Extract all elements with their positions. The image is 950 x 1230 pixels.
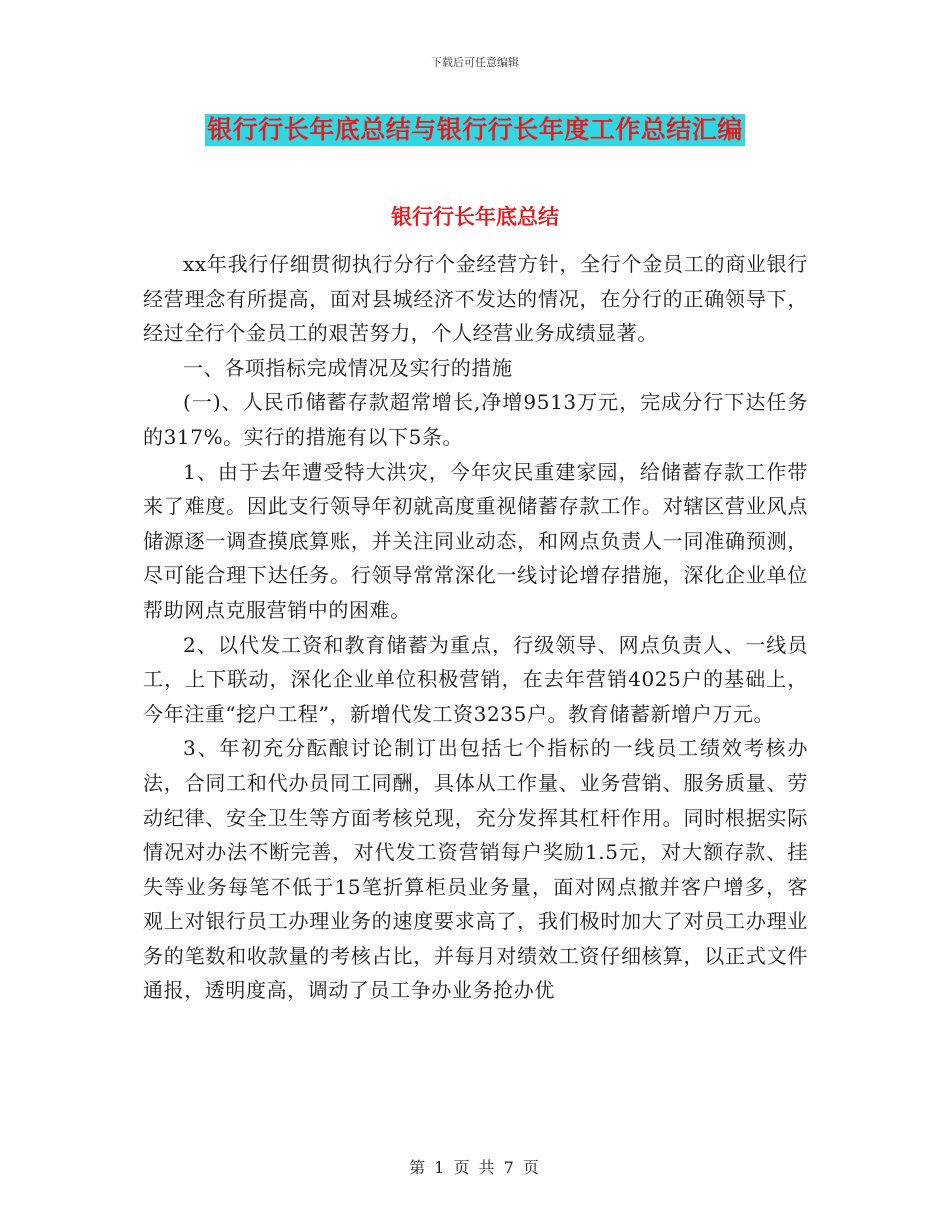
paragraph-heading-indicators: 一、各项指标完成情况及实行的措施: [183, 355, 513, 380]
paragraph-rmb-savings: (一)、人民币储蓄存款超常增长,净增9513万元，完成分行下达任务的317%。实行的措施有以下5条。: [143, 390, 808, 449]
section-title: 银行行长年底总结: [391, 204, 559, 229]
paragraph-measure-3: 3、年初充分酝酿讨论制订出包括七个指标的一线员工绩效考核办法，合同工和代办员同工同酬，具体从工作量、业务营销、服务质量、劳动纪律、安全卫生等方面考核兑现，充分发挥其杠杆作用。同时根据实际情况对办法不断完善，对代发工资营销每户奖励1.5元，对大额存款、挂失等业务每笔不低于15笔折算柜员业务量，面对网点撤并客户增多，客观上对银行员工办理业务的速度要求高了，我们极时加大了对员工办理业务的笔数和收款量的考核占比，并每月对绩效工资仔细核算，以正式文件通报，透明度高，调动了员工争办业务抢办优: [143, 736, 808, 1003]
paragraph-measure-2: 2、以代发工资和教育储蓄为重点，行级领导、网点负责人、一线员工，上下联动，深化企业单位积极营销，在去年营销4025户的基础上，今年注重“挖户工程”，新增代发工资3235户。教育储蓄新增户万元。: [143, 632, 808, 726]
paragraph-measure-1: 1、由于去年遭受特大洪灾，今年灾民重建家园，给储蓄存款工作带来了难度。因此支行领导年初就高度重视储蓄存款工作。对辖区营业风点储源逐一调查摸底算账，并关注同业动态，和网点负责人一同准确预测，尽可能合理下达任务。行领导常常深化一线讨论增存措施，深化企业单位帮助网点克服营销中的困难。: [143, 459, 808, 622]
document-body: [143, 247, 808, 1008]
page-number-footer: 第 1 页 共 7 页: [409, 1158, 541, 1177]
paragraph-intro: xx年我行仔细贯彻执行分行个金经营方针，全行个金员工的商业银行经营理念有所提高，面对县城经济不发达的情况，在分行的正确领导下，经过全行个金员工的艰苦努力，个人经营业务成绩显著。: [143, 252, 808, 346]
document-title-wrapper: [0, 114, 950, 146]
page-header-note: 下载后可任意编辑: [431, 56, 519, 69]
document-title: 银行行长年底总结与银行行长年度工作总结汇编: [207, 115, 743, 144]
